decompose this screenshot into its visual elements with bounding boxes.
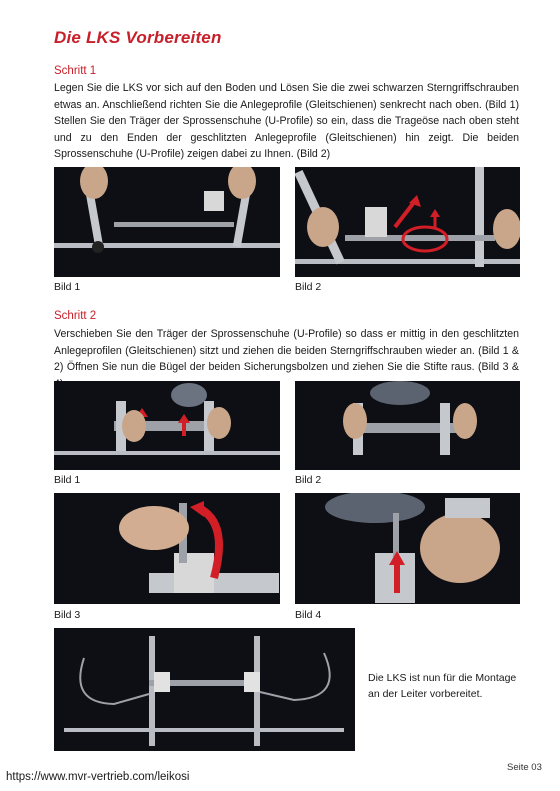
final-note: Die LKS ist nun für die Montage an der Leiter vorbereitet. bbox=[368, 672, 517, 700]
page-title: Die LKS Vorbereiten bbox=[54, 28, 222, 47]
page-number: Seite 03 bbox=[507, 762, 542, 773]
step-1-photo-2 bbox=[295, 167, 520, 277]
step-2-photo-3 bbox=[54, 493, 280, 604]
step-2-caption-2: Bild 2 bbox=[295, 474, 322, 486]
step-2-caption-4: Bild 4 bbox=[295, 609, 322, 621]
source-url: https://www.mvr-vertrieb.com/leikosi bbox=[6, 771, 190, 783]
step-2-photo-1 bbox=[54, 381, 280, 470]
final-assembly-photo bbox=[54, 628, 355, 751]
step-1-text: Legen Sie die LKS vor sich auf den Boden und Lösen Sie die zwei schwarzen Sterngriffschrauben etwas an. Anschließend richten Sie die Anlegeprofile (Gleitschienen) senkrecht nach oben. (Bild 1) Stellen Sie den Träger der Sprossenschuhe (U-Profile) so ein, dass die Trageöse nach oben steht und zu den Enden der geschlitzten Anlegeprofile (Gleitschienen) hin zeigt. Die beiden Sprossenschuhe (U-Profile) zeigen dabei zu Ihnen. (Bild 2) bbox=[54, 82, 519, 160]
step-1-caption-1: Bild 1 bbox=[54, 281, 81, 293]
step-2-caption-3: Bild 3 bbox=[54, 609, 81, 621]
step-1-caption-2: Bild 2 bbox=[295, 281, 322, 293]
step-1-heading: Schritt 1 bbox=[54, 65, 97, 77]
step-2-heading: Schritt 2 bbox=[54, 310, 97, 322]
step-2-text: Verschieben Sie den Träger der Sprossenschuhe (U-Profile) so dass er mittig in den geschlitzten Anlegeprofilen (Gleitschienen) sitzt und ziehen die beiden Sterngriffschrauben wieder an. (Bild 1 & 2) Öffnen Sie nun die Bügel der beiden Sicherungsbolzen und ziehen Sie die Stifte raus. (Bild 3 & bbox=[54, 328, 519, 373]
step-1-photo-1 bbox=[54, 167, 280, 277]
step-2-photo-4 bbox=[295, 493, 520, 604]
step-2-photo-2 bbox=[295, 381, 520, 470]
step-2-caption-1: Bild 1 bbox=[54, 474, 81, 486]
